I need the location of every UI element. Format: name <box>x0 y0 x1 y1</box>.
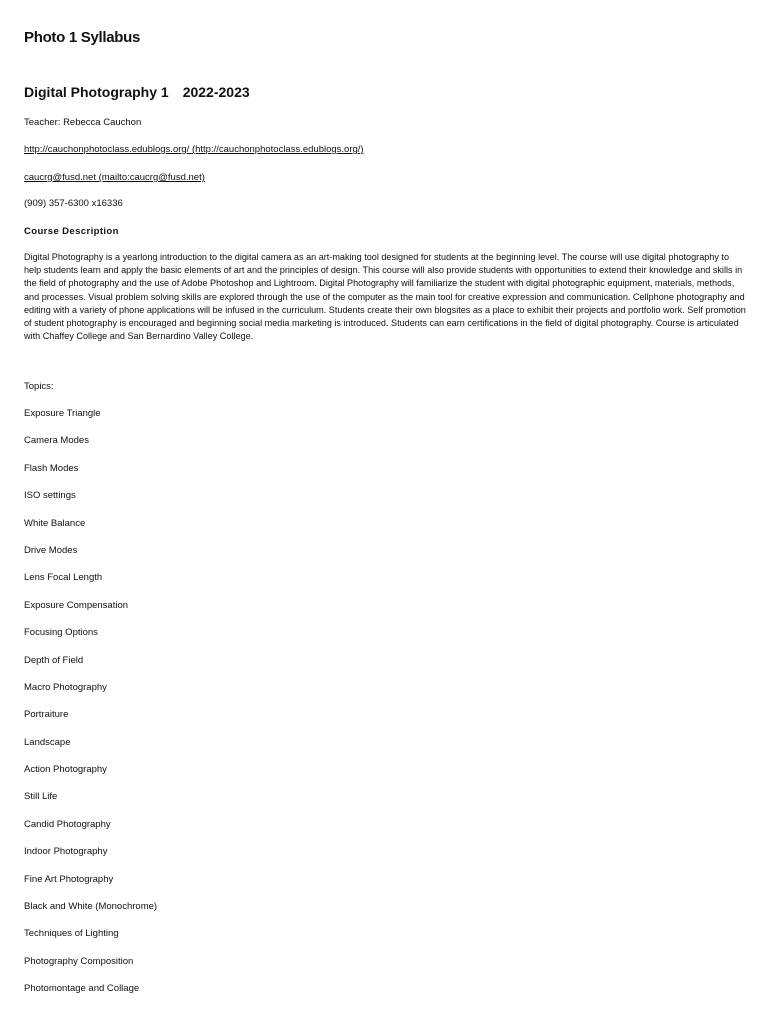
topic-item: Portraiture <box>24 709 69 721</box>
phone-line: (909) 357-6300 x16336 <box>24 198 123 209</box>
course-description-text: Digital Photography is a yearlong introduction to the digital camera as an art-making tool designed for students at the beginning level. The course will use digital photography to help students learn and apply the basic elements of art and the principles of design. This course will also provide students with opportunities to extend their knowledge and skills in the field of photography and the use of Adobe Photoshop and Lightroom. Digital Photography will familiarize the student with digital photographic equipment, materials, methods, and processes. Visual problem solving skills are explored through the use of the computer as the main tool for creative expression and communication. Cellphone photography and editing with a variety of phone applications will be infused in the curriculum. Students create their own blogsites as a place to exhibit their projects and portfolio work. Self promotion of student photography is encouraged and beginning social media marketing is introduced. Students can earn certifications in the field of digital photography. Course is articulated with Chaffey College and San Bernardino Valley College. <box>24 252 746 342</box>
topic-item: Fine Art Photography <box>24 873 114 885</box>
topic-item: Macro Photography <box>24 681 107 693</box>
topic-item: Camera Modes <box>24 435 89 447</box>
topic-item: Focusing Options <box>24 627 98 639</box>
topics-list <box>24 408 157 1011</box>
topic-item: Photography Composition <box>24 955 134 967</box>
course-year: 2022-2023 <box>182 84 250 100</box>
topic-item: Drive Modes <box>24 544 78 556</box>
website-link[interactable]: http://cauchonphotoclass.edublogs.org/ (http://cauchonphotoclass.edublogs.org/) <box>24 144 364 155</box>
topic-item: Black and White (Monochrome) <box>24 901 158 913</box>
topic-item: Indoor Photography <box>24 846 108 858</box>
topic-item: Exposure Triangle <box>24 408 101 419</box>
topics-heading: Topics: <box>24 381 54 392</box>
topic-item: Still Life <box>24 791 58 803</box>
topic-item: White Balance <box>24 517 86 529</box>
topic-item: Exposure Compensation <box>24 599 129 611</box>
document-title: Photo 1 Syllabus <box>24 29 141 46</box>
topic-item: ISO settings <box>24 490 76 502</box>
topic-item: Techniques of Lighting <box>24 928 119 940</box>
website-line <box>24 144 364 156</box>
topic-item: Landscape <box>24 736 71 748</box>
course-description-heading: Course Description <box>24 226 119 237</box>
topic-item: Candid Photography <box>24 818 111 830</box>
topic-item: Lens Focal Length <box>24 572 103 584</box>
topic-item: Photomontage and Collage <box>24 983 140 995</box>
teacher-line: Teacher: Rebecca Cauchon <box>24 117 142 128</box>
topic-item: Depth of Field <box>24 654 84 666</box>
course-name: Digital Photography 1 <box>24 84 169 100</box>
course-heading <box>24 84 250 100</box>
topic-item: Action Photography <box>24 764 107 776</box>
email-link[interactable]: caucrg@fusd.net (mailto:caucrg@fusd.net) <box>24 172 205 183</box>
email-line <box>24 172 205 184</box>
topic-item: Flash Modes <box>24 462 79 474</box>
